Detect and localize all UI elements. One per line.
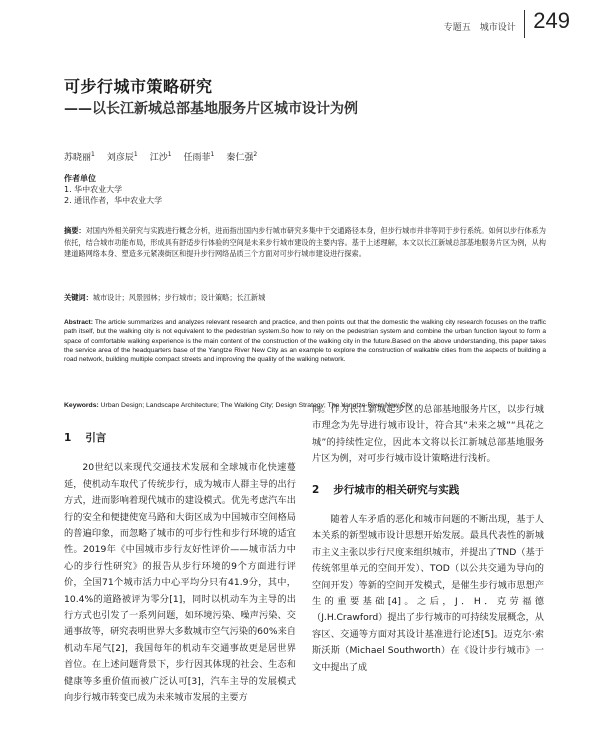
author-list bbox=[64, 150, 257, 163]
affiliation-item: 2. 通讯作者，华中农业大学 bbox=[64, 196, 163, 205]
continuation-paragraph: 向。作为长江新城起步区的总部基地服务片区，以步行城市理念为先导进行城市设计，符合其“未来之城”“具花之城”的持续性定位，因此本文将以长江新城总部基地服务片区为例，对可步行城市设计策略进行浅析。 bbox=[312, 404, 544, 465]
affiliation-item: 1. 华中农业大学 bbox=[64, 185, 123, 194]
running-header bbox=[444, 8, 570, 38]
paper-title: 可步行城市策略研究 bbox=[64, 77, 213, 96]
affiliations-heading: 作者单位 bbox=[64, 174, 96, 183]
author: 刘彦辰$^1$ bbox=[106, 151, 138, 163]
keywords-en-text: Urban Design; Landscape Architecture; The Walking City; Design Strategy; The Yangtze River New City bbox=[100, 402, 413, 409]
abstract-en-label: Abstract: bbox=[64, 319, 93, 326]
abstract-english bbox=[64, 318, 546, 364]
keywords-chinese bbox=[64, 293, 546, 303]
section-1-paragraph: 20世纪以来现代交通技术发展和全球城市化快速蔓延，使机动车取代了传统步行，成为城市人群主导的出行方式，进而影响着现代城市的建设模式。优先考虑汽车出行的安全和便捷使宽马路和大街区成为中国城市空间格局的普遍印象，而忽略了城市的可步行性和步行环境的适宜性。2019年《中国城市步行友好性评价——城市活力中心的步行性研究》的报告从步行环境的9个方面进行评价，全国71个城市活力中心平均分只有41.9分，其中，10.4%的道路被评为零分[1]，同时以机动车为主导的出行方式也引发了一系列问题，如环境污染、噪声污染、交通事故等，研究表明世界大多数城市空气污染的60%来自机动车尾气[2]，我国每年的机动车交通事故更是居世界首位。在上述问题背景下，步行因其体现的社会、生态和健康等多重价值而被广泛认可[3]，汽车主导的发展模式向步行城市转变已成为未来城市发展的主要方 bbox=[64, 462, 296, 704]
author: 秦仁强$^2$ bbox=[226, 151, 258, 163]
keywords-cn-text: 城市设计；风景园林；步行城市；设计策略；长江新城 bbox=[92, 293, 266, 302]
running-section-label: 专题五 城市设计 bbox=[443, 23, 516, 33]
abstract-chinese bbox=[64, 225, 546, 260]
keywords-cn-label: 关键词： bbox=[64, 293, 93, 302]
right-column bbox=[312, 402, 544, 676]
abstract-cn-text: 对国内外相关研究与实践进行概念分析，进而指出国内步行城市研究多集中于交通路径本身，但步行城市并非等同于步行系统。如何以步行体系为依托，结合城市功能布局，形成具有舒适步行体验的空间是未来步行城市建设的主要内容。基于上述理解，本文以长江新城总部基地服务片区为例，从构建道路网络本身、塑造多元紧凑街区和提升步行网络品质三个方面对可步行城市建设进行探索。 bbox=[64, 226, 546, 258]
affiliations bbox=[64, 173, 162, 206]
header-divider bbox=[524, 10, 526, 38]
left-column bbox=[64, 430, 296, 707]
abstract-en-text: The article summarizes and analyzes relevant research and practice, and then points out that the domestic the walking city research focuses on the traffic path itself, but the walking city is not equivalent to the pedestrian system.So how to rely on the pedestrian system and combine the urban function layout to form a space of comfortable walking experience is the main content of the construction of the walking city in the future.Based on the above understanding, this paper takes the service area of the headquarters base of the Yangtze River New City as an example to explore the construction of walkable cities from the aspects of building a road network, building multiple compact streets and improving the quality of the walking network. bbox=[64, 319, 546, 364]
paper-subtitle: ——以长江新城总部基地服务片区城市设计为例 bbox=[64, 101, 358, 117]
page-number: 249 bbox=[533, 8, 570, 33]
author: 江沙$^1$ bbox=[149, 151, 172, 163]
abstract-cn-label: 摘要： bbox=[64, 226, 86, 235]
section-1-heading: 1 引言 bbox=[64, 432, 107, 444]
keywords-en-label: Keywords: bbox=[64, 402, 99, 409]
author: 苏晓丽$^1$ bbox=[64, 151, 95, 163]
author: 任雨菲$^1$ bbox=[183, 151, 215, 163]
section-2-heading: 2 步行城市的相关研究与实践 bbox=[312, 483, 460, 496]
section-2-paragraph: 随着人车矛盾的恶化和城市问题的不断出现，基于人本关系的新型城市设计思想开始发展。最具代表性的新城市主义主张以步行尺度来组织城市，并提出了TND（基于传统邻里单元的空间开发）、TOD（以公共交通为导向的空间开发）等新的空间开发模式，是催生步行城市思想产生的重要基础[4]。之后，J．H．克劳福德（J.H.Crawford）提出了步行城市的可持续发展概念，从容区、交通等方面对其设计基准进行论述[5]。迈克尔·索斯沃斯（Michael Southworth）在《设计步行城市》一文中提出了成 bbox=[312, 514, 544, 673]
